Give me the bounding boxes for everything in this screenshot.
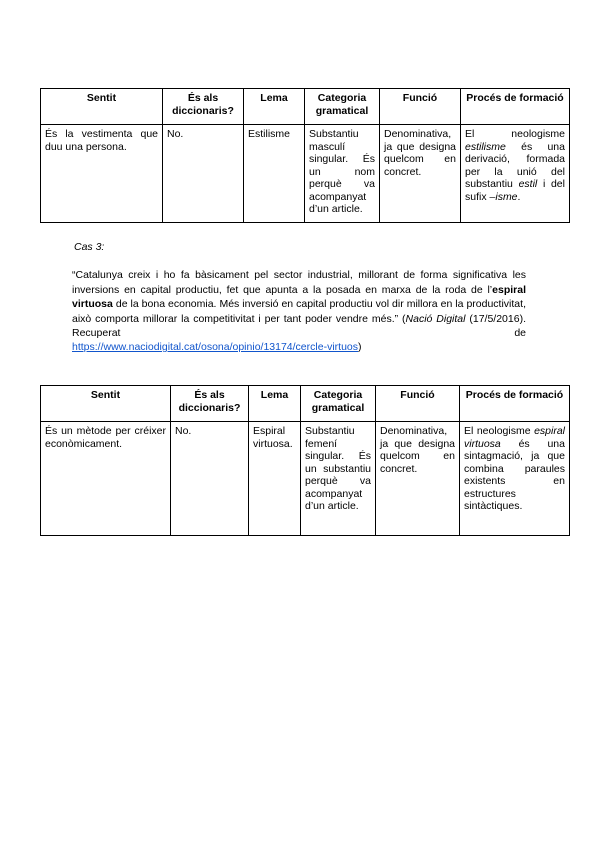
header-categoria: Categoria gramatical (305, 89, 380, 125)
proces-text: . (517, 190, 521, 203)
header-proces: Procés de formació (461, 89, 570, 125)
header-diccionaris: És als diccionaris? (171, 386, 249, 422)
source-link[interactable]: https://www.naciodigital.cat/osona/opinio/13174/cercle-virtuos (72, 341, 358, 353)
cell-diccionaris: No. (171, 422, 249, 536)
table-row (41, 422, 570, 536)
quote-text: de la bona economia. Més inversió en capital productiu vol dir millora en la productivitat, això comporta millorar la competitivitat i per tant poder vendre més.” ( (72, 298, 526, 325)
proces-text: és una sintagmació, ja que combina paraules existents en estructures sintàctiques. (464, 437, 565, 512)
quote-link-line (72, 341, 362, 353)
cell-proces (461, 125, 570, 223)
proces-term: estilisme (465, 140, 506, 153)
proces-term: –isme (489, 190, 518, 203)
table-header-row (41, 89, 570, 125)
header-categoria: Categoria gramatical (301, 386, 376, 422)
proces-term: estil (518, 178, 538, 190)
cell-funcio: Denominativa, ja que designa quelcom en concret. (376, 422, 460, 536)
header-proces: Procés de formació (460, 386, 570, 422)
cell-funcio: Denominativa, ja que designa quelcom en concret. (380, 125, 461, 223)
quote-bold-term: espiral virtuosa (72, 283, 526, 310)
quote-text: “Catalunya creix i ho fa bàsicament pel sector industrial, millorant de forma significativa les inversions en capital productiu, fet que apunta a la posada en marxa de la roda de l’ (72, 269, 526, 296)
cell-proces (460, 422, 570, 536)
cell-categoria: Substantiu masculí singular. És un nom perquè va acompanyat d’un article. (305, 125, 380, 223)
header-diccionaris: És als diccionaris? (163, 89, 244, 125)
quote-text: (17/5/2016). Recuperat de (72, 312, 526, 339)
header-lema: Lema (249, 386, 301, 422)
proces-text: i del sufix (465, 178, 565, 203)
neologism-table-1 (40, 88, 570, 223)
case-label: Cas 3: (74, 241, 105, 253)
table-row (41, 125, 570, 223)
cell-sentit: És la vestimenta que duu una persona. (41, 125, 163, 223)
cell-diccionaris: No. (163, 125, 244, 223)
header-sentit: Sentit (41, 386, 171, 422)
table-header-row (41, 386, 570, 422)
proces-term: espiral virtuosa (464, 425, 565, 450)
cell-categoria: Substantiu femení singular. És un substantiu perquè va acompanyat d’un article. (301, 422, 376, 536)
quote-paragraph (72, 268, 526, 341)
cell-lema: Estilisme (244, 125, 305, 223)
quote-source: Nació Digital (405, 312, 466, 325)
header-funcio: Funció (376, 386, 460, 422)
cell-sentit: És un mètode per créixer econòmicament. (41, 422, 171, 536)
proces-text: El neologisme (465, 128, 565, 140)
header-sentit: Sentit (41, 89, 163, 125)
header-funcio: Funció (380, 89, 461, 125)
proces-text: El neologisme (464, 425, 535, 437)
quote-closing: ) (358, 341, 362, 353)
cell-lema: Espiral virtuosa. (249, 422, 301, 536)
proces-text: és una derivació, formada per la unió del substantiu (465, 140, 565, 190)
neologism-table-2 (40, 385, 570, 536)
header-lema: Lema (244, 89, 305, 125)
